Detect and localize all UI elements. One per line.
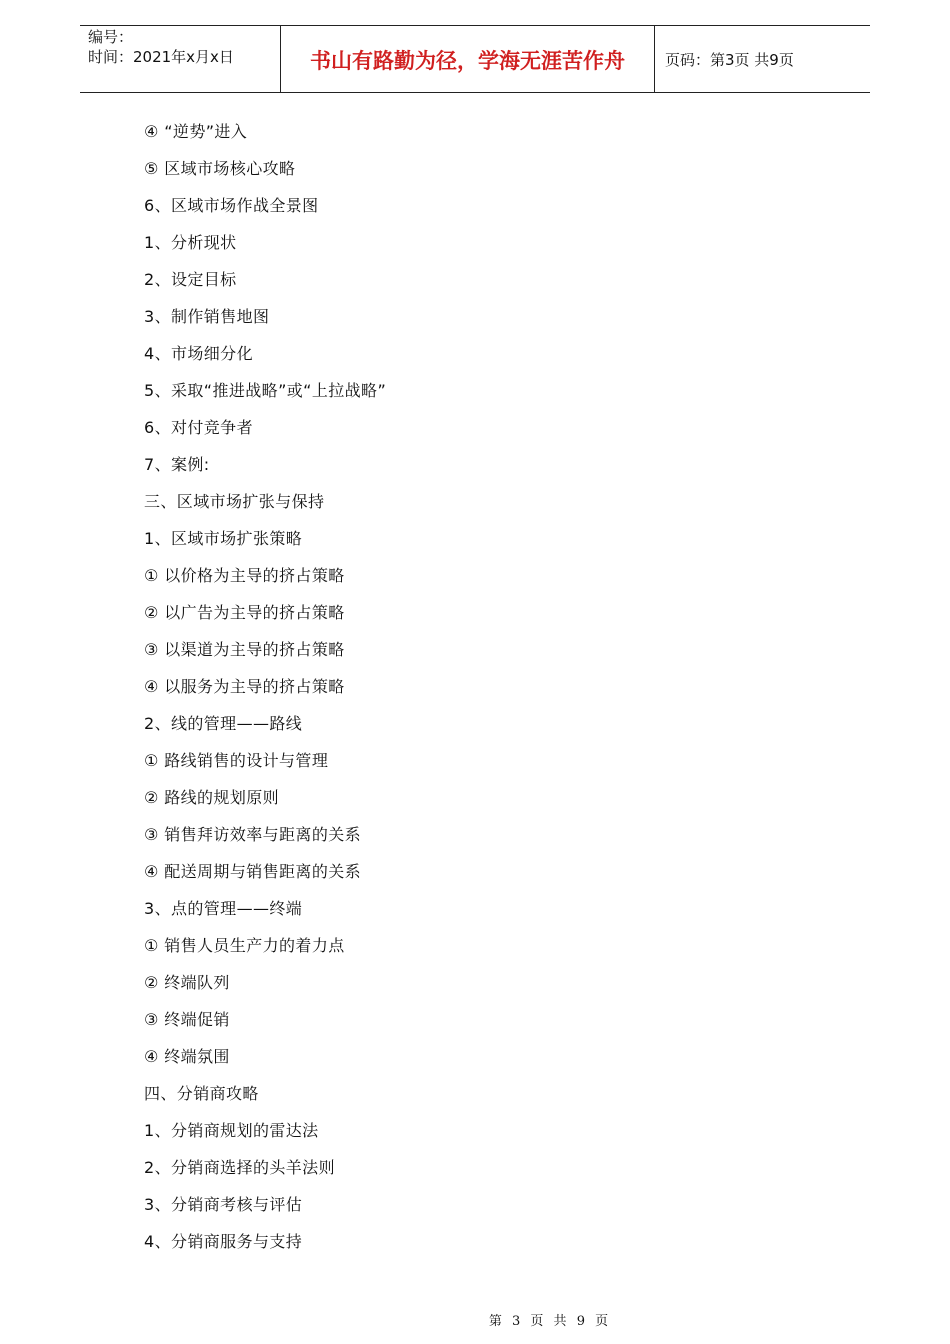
outline-item: ① 以价格为主导的挤占策略 [144,566,345,585]
document-time-label: 时间：2021年x月x日 [88,48,234,66]
outline-item: ⑤ 区域市场核心攻略 [144,159,296,178]
outline-item: 3、制作销售地图 [144,307,270,326]
outline-item: 2、线的管理——路线 [144,714,303,733]
outline-item: 1、区域市场扩张策略 [144,529,303,548]
outline-item: ④ 配送周期与销售距离的关系 [144,862,362,881]
outline-item: 3、分销商考核与评估 [144,1195,303,1214]
outline-item: ② 以广告为主导的挤占策略 [144,603,345,622]
outline-item: ② 路线的规划原则 [144,788,280,807]
document-number-label: 编号： [88,28,134,46]
outline-item: ② 终端队列 [144,973,230,992]
outline-item: 6、对付竞争者 [144,418,253,437]
outline-item: 四、分销商攻略 [144,1084,259,1103]
outline-item: ① 路线销售的设计与管理 [144,751,329,770]
outline-item: 2、设定目标 [144,270,237,289]
outline-item: 1、分销商规划的雷达法 [144,1121,319,1140]
header-page-code: 页码：第3页 共9页 [665,51,794,69]
footer-page-number: 第 3 页 共 9 页 [488,1314,612,1329]
outline-item: ④ 终端氛围 [144,1047,230,1066]
outline-item: 4、市场细分化 [144,344,253,363]
header-page-cell [655,26,870,93]
outline-item: 1、分析现状 [144,233,237,252]
outline-item: ① 销售人员生产力的着力点 [144,936,345,955]
header-info-cell [80,26,281,93]
outline-item: ④ 以服务为主导的挤占策略 [144,677,345,696]
page-header [80,25,870,93]
outline-item: 4、分销商服务与支持 [144,1232,303,1251]
outline-item: 2、分销商选择的头羊法则 [144,1158,335,1177]
outline-item: 5、采取“推进战略”或“上拉战略” [144,381,387,400]
outline-item: 7、案例: [144,455,210,474]
outline-item: ③ 以渠道为主导的挤占策略 [144,640,345,659]
header-motto-cell [281,26,655,93]
page-footer [0,1313,950,1331]
outline-item: 6、区域市场作战全景图 [144,196,319,215]
outline-item: ③ 销售拜访效率与距离的关系 [144,825,362,844]
outline-item: 三、区域市场扩张与保持 [144,492,325,511]
outline-item: 3、点的管理——终端 [144,899,303,918]
outline-item: ③ 终端促销 [144,1010,230,1029]
outline-item: ④ “逆势”进入 [144,122,248,141]
header-motto: 书山有路勤为径，学海无涯苦作舟 [310,48,625,73]
